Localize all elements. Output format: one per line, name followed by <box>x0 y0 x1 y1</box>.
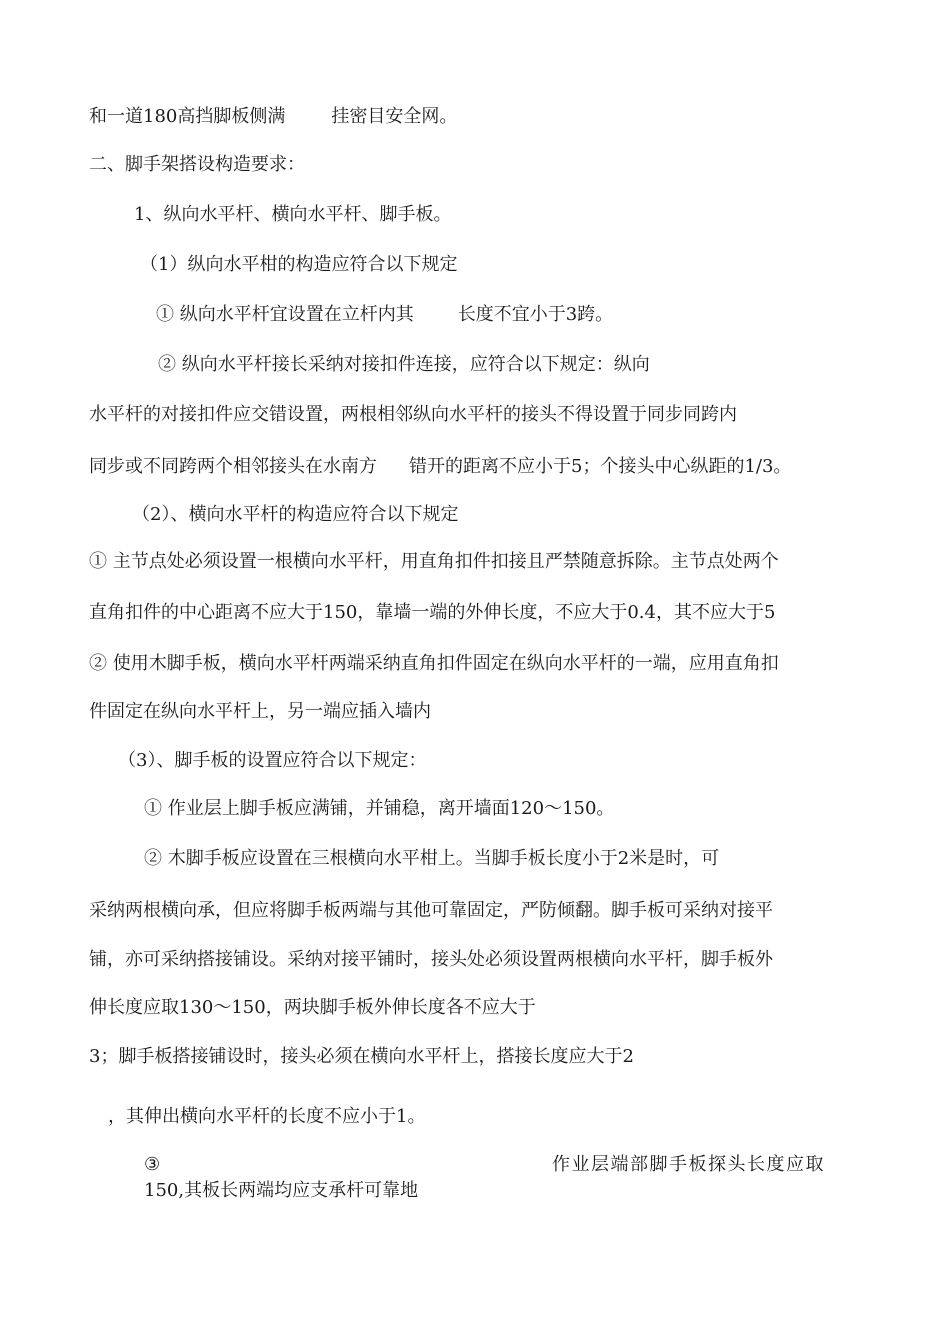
clause-heading-1: （1）纵向水平柑的构造应符合以下规定 <box>140 254 458 275</box>
text-line-11: 直角扣件的中心距离不应大于150，靠墙一端的外伸长度，不应大于0.4，其不应大于5 <box>89 602 776 623</box>
text-line-16: ② 木脚手板应设置在三根横向水平柑上。当脚手板长度小于2米是时，可 <box>144 848 720 869</box>
circled-three-marker: ③ <box>144 1154 161 1175</box>
text-line-17: 采纳两根横向承，但应将脚手板两端与其他可靠固定，严防倾翻。脚手板可采纳对接平 <box>89 900 773 921</box>
text-line-7: 水平杆的对接扣件应交错设置，两根相邻纵向水平杆的接头不得设置于同步同跨内 <box>89 404 737 425</box>
text-line-8a: 同步或不同跨两个相邻接头在水南方 <box>89 456 377 477</box>
text-line-20: 3；脚手板搭接铺设时，接头必须在横向水平杆上，搭接长度应大于2 <box>89 1046 634 1067</box>
text-line-23: 150,其板长两端均应支承杆可靠地 <box>144 1180 419 1201</box>
text-line-21: ，其伸出横向水平杆的长度不应小于1。 <box>108 1106 426 1127</box>
text-line-18: 铺，亦可采纳搭接铺设。采纳对接平铺时，接头处必须设置两根横向水平杆，脚手板外 <box>89 949 773 970</box>
text-line-12: ② 使用木脚手板，横向水平杆两端采纳直角扣件固定在纵向水平杆的一端，应用直角扣 <box>89 653 779 674</box>
text-line-1a: 和一道180高挡脚板侧满 <box>89 106 286 127</box>
text-line-15: ① 作业层上脚手板应满铺，并铺稳，离开墙面120～150。 <box>144 798 615 819</box>
section-heading: 二、脚手架搭设构造要求： <box>89 154 305 175</box>
text-line-22: 作业层端部脚手板探头长度应取 <box>552 1154 825 1175</box>
text-line-13: 件固定在纵向水平杆上，另一端应插入墙内 <box>89 701 431 722</box>
clause-heading-3: （3）、脚手板的设置应符合以下规定： <box>118 750 427 771</box>
text-line-5a: ① 纵向水平杆宜设置在立杆内其 <box>156 304 414 325</box>
text-line-10: ① 主节点处必须设置一根横向水平杆，用直角扣件扣接且严禁随意拆除。主节点处两个 <box>89 551 779 572</box>
text-line-1b: 挂密目安全网。 <box>331 106 458 127</box>
text-line-1 <box>89 105 457 129</box>
text-line-19: 伸长度应取130～150，两块脚手板外伸长度各不应大于 <box>89 997 536 1018</box>
text-line-6: ② 纵向水平杆接长采纳对接扣件连接，应符合以下规定：纵向 <box>158 354 650 375</box>
sub-heading-1: 1、纵向水平杆、横向水平杆、脚手板。 <box>134 204 452 225</box>
text-line-8b: 错开的距离不应小于5；个接头中心纵距的1/3。 <box>409 456 792 477</box>
text-line-5 <box>156 303 613 327</box>
text-line-5b: 长度不宜小于3跨。 <box>457 304 614 325</box>
text-line-8 <box>89 455 791 479</box>
clause-heading-2: （2）、横向水平杆的构造应符合以下规定 <box>132 504 459 525</box>
